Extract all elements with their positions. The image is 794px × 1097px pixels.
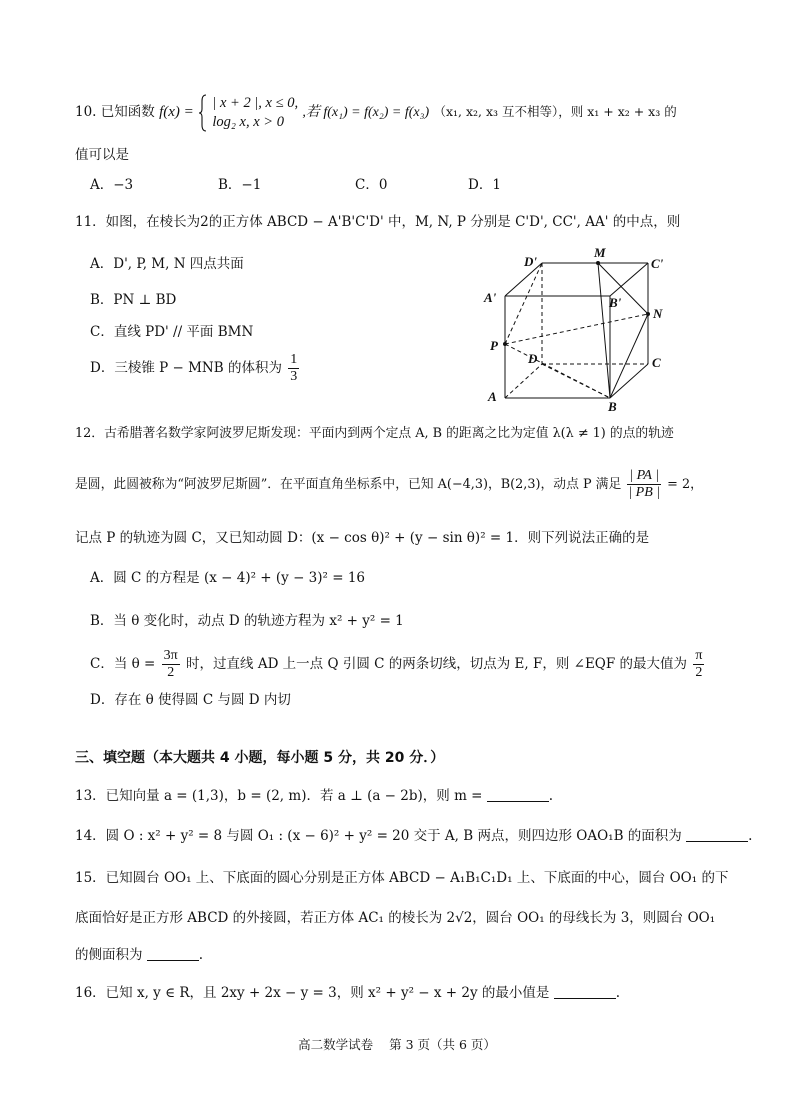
label-p: P	[490, 338, 498, 353]
q10-pieces	[212, 94, 298, 132]
q12-option-c-fraction1	[162, 648, 180, 681]
q10-line1	[75, 92, 677, 132]
q16-end: .	[615, 985, 621, 1001]
label-b: B	[608, 399, 617, 414]
q10-piece2: log₂ x, x > 0	[212, 113, 284, 130]
fraction-numerator: 3π	[163, 648, 178, 663]
q10-lead: 已知函数	[100, 104, 155, 120]
q11-option-d-text: D．三棱锥 P − MNB 的体积为	[90, 360, 282, 376]
q10-option-c: C．0	[355, 177, 388, 193]
q15-text: 的侧面积为	[75, 947, 143, 963]
fraction-numerator: π	[695, 648, 703, 663]
q12-option-b: B．当 θ 变化时，动点 D 的轨迹方程为 x² + y² = 1	[90, 613, 404, 629]
q10-option-b: B．−1	[218, 177, 262, 193]
q12-option-c-text: C．当 θ =	[90, 656, 156, 672]
q15-line1: 15．已知圆台 OO₁ 上、下底面的圆心分别是正方体 ABCD − A₁B₁C₁D₁ 上、下底面的中心，圆台 OO₁ 的下	[75, 870, 729, 886]
label-a: A	[488, 389, 497, 404]
q14-end: .	[748, 828, 753, 844]
q11-option-d-fraction	[288, 352, 299, 385]
brace-symbol	[198, 93, 208, 133]
q12-option-a: A．圆 C 的方程是 (x − 4)² + (y − 3)² = 16	[90, 570, 366, 586]
label-d: D	[528, 351, 538, 366]
q11-option-b: B．PN ⊥ BD	[90, 292, 177, 308]
q12-line3: 记点 P 的轨迹为圆 C，又已知动圆 D：(x − cos θ)² + (y − sin θ)² = 1．则下列说法正确的是	[75, 530, 650, 546]
cube-figure	[480, 240, 690, 415]
q11-stem: 11．如图，在棱长为2的正方体 ABCD − A'B'C'D' 中，M, N, P 分别是 C'D', CC', AA' 的中点，则	[75, 214, 681, 230]
q10-line2: 值可以是	[75, 147, 129, 163]
q10-note: （x₁, x₂, x₃ 互不相等），则 x₁ + x₂ + x₃ 的	[433, 104, 677, 119]
q14	[75, 826, 752, 846]
q12-option-d: D．存在 θ 使得圆 C 与圆 D 内切	[90, 692, 291, 708]
answer-blank[interactable]	[554, 984, 616, 999]
q12-option-c-middle: 时，过直线 AD 上一点 Q 引圆 C 的两条切线，切点为 E, F，则 ∠EQF 的最大值为	[186, 656, 688, 672]
q14-text: 14．圆 O : x² + y² = 8 与圆 O₁ : (x − 6)² + y² = 20 交于 A, B 两点，则四边形 OAO₁B 的面积为	[75, 828, 682, 844]
q12-option-c	[90, 645, 706, 683]
fraction-denominator: 3	[290, 369, 298, 384]
section-heading: 三、填空题（本大题共 4 小题，每小题 5 分，共 20 分．）	[75, 750, 445, 766]
q12-line2-end: = 2，	[667, 477, 703, 492]
answer-blank[interactable]	[487, 787, 549, 802]
q13-end: .	[548, 788, 554, 804]
label-a1: A'	[484, 290, 497, 305]
q10-piece1: | x + 2 |, x ≤ 0,	[212, 94, 299, 111]
fraction-numerator: 1	[290, 352, 298, 367]
q12-line2-text: 是圆，此圆被称为“阿波罗尼斯圆”．在平面直角坐标系中，已知 A(−4,3)，B(2,3)，动点 P 满足	[75, 477, 622, 492]
q10-option-a: A．−3	[90, 177, 134, 193]
page-footer	[0, 1035, 794, 1053]
q10-condition: ,若 f(x₁) = f(x₂) = f(x₃)	[302, 105, 430, 120]
q15-line2: 底面恰好是正方形 ABCD 的外接圆，若正方体 AC₁ 的棱长为 2√2，圆台 OO₁ 的母线长为 3，则圆台 OO₁	[75, 910, 716, 926]
q12-ratio-fraction	[627, 468, 661, 501]
label-b1: B'	[609, 295, 622, 310]
q11-option-a: A．D', P, M, N 四点共面	[90, 256, 244, 272]
q11-option-d	[90, 350, 301, 386]
q11-option-c: C．直线 PD' // 平面 BMN	[90, 324, 254, 340]
q13	[75, 786, 553, 806]
label-c1: C'	[651, 256, 664, 271]
q13-text: 13．已知向量 a = (1,3)，b = (2, m)．若 a ⊥ (a − 2b)，则 m =	[75, 788, 483, 804]
fraction-denominator: 2	[167, 665, 175, 680]
label-n: N	[653, 306, 663, 321]
footer-page: 第 3 页（共 6 页）	[389, 1037, 496, 1052]
fraction-denominator: 2	[695, 665, 703, 680]
q12-line2	[75, 465, 703, 505]
q16-text: 16．已知 x, y ∈ R，且 2xy + 2x − y = 3，则 x² + y² − x + 2y 的最小值是	[75, 985, 550, 1001]
footer-title: 高二数学试卷	[298, 1037, 374, 1052]
q12-line1: 12．古希腊著名数学家阿波罗尼斯发现：平面内到两个定点 A, B 的距离之比为定值 λ(λ ≠ 1) 的点的轨迹	[75, 426, 674, 441]
q12-option-c-fraction2	[693, 648, 704, 681]
answer-blank[interactable]	[147, 946, 199, 961]
q16	[75, 983, 620, 1003]
label-c: C	[652, 355, 661, 370]
q10-number: 10.	[75, 104, 97, 120]
label-m: M	[594, 245, 606, 260]
q15-end: .	[198, 947, 204, 963]
fraction-numerator: | PA |	[629, 468, 660, 483]
q10-option-d: D．1	[468, 177, 501, 193]
label-d1: D'	[524, 254, 537, 269]
q10-fx: f(x) =	[159, 104, 194, 120]
q15-line3	[75, 945, 203, 965]
answer-blank[interactable]	[686, 827, 748, 842]
fraction-denominator: | PB |	[628, 485, 661, 500]
